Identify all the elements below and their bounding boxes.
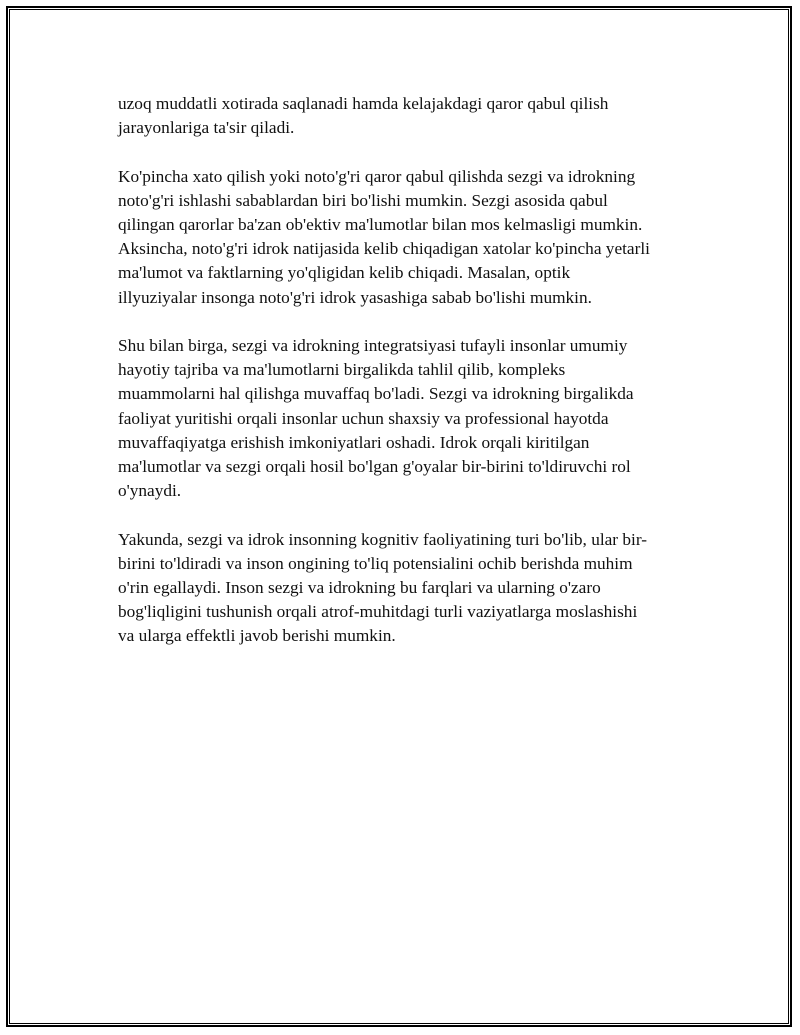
paragraph-2: Ko'pincha xato qilish yoki noto'g'ri qaror qabul qilishda sezgi va idrokning noto'g'ri ishlashi sabablardan biri bo'lishi mumkin. Sezgi asosida qabul qilingan qarorlar ba'zan ob'ektiv ma'lumotlar bilan mos kelmasligi mumkin. Aksincha, noto'g'ri idrok natijasida kelib chiqadigan xatolar ko'pincha yetarli ma'lumot va faktlarning yo'qligidan kelib chiqadi. Masalan, optik illyuziyalar insonga noto'g'ri idrok yasashiga sabab bo'lishi mumkin. xyxy=(118,166,650,307)
paragraph-4: Yakunda, sezgi va idrok insonning kognitiv faoliyatining turi bo'lib, ular bir- birini to'ldiradi va inson ongining to'liq potensialini ochib berishda muhim o'rin egallaydi. Inson sezgi va idrokning bu farqlari va ularning o'zaro bog'liqligini tushunish orqali atrof-muhitdagi turli vaziyatlarga moslashishi va ularga effektli javob berishi mumkin. xyxy=(118,529,647,646)
paragraph-3: Shu bilan birga, sezgi va idrokning integratsiyasi tufayli insonlar umumiy hayotiy tajriba va ma'lumotlarni birgalikda tahlil qilib, kompleks muammolarni hal qilishga muvaffaq bo'ladi. Sezgi va idrokning birgalikda faoliyat yuritishi orqali insonlar uchun shaxsiy va professional hayotda muvaffaqiyatga erishish imkoniyatlari oshadi. Idrok orqali kiritilgan ma'lumotlar va sezgi orqali hosil bo'lgan g'oyalar bir-birini to'ldiruvchi rol o'ynaydi. xyxy=(118,336,634,501)
paragraph-1: uzoq muddatli xotirada saqlanadi hamda kelajakdagi qaror qabul qilish jarayonlariga ta'sir qiladi. xyxy=(118,94,609,138)
document-body xyxy=(118,92,693,673)
